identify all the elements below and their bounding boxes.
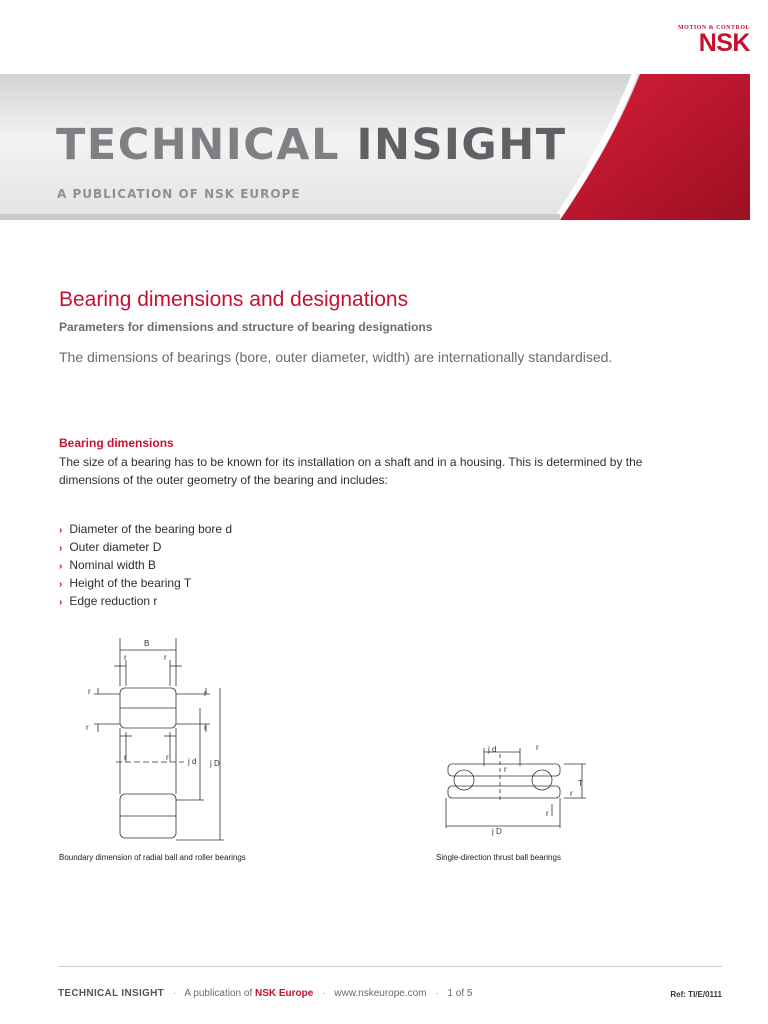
label-jD: j D <box>492 827 502 836</box>
bullet-arrow-icon: › <box>59 579 63 590</box>
label-B: B <box>144 639 150 648</box>
dimension-list <box>59 521 232 611</box>
label-r: r <box>504 765 507 774</box>
section-paragraph: The size of a bearing has to be known for its installation on a shaft and in a housing. This is determined by the dimensions of the outer geometry of the bearing and includes: <box>59 455 643 487</box>
document-ref: Ref: TI/E/0111 <box>670 990 722 999</box>
label-jD: j D <box>210 759 220 768</box>
list-item: › Nominal width B <box>59 558 157 572</box>
label-r: r <box>88 687 91 696</box>
footer-publication: A publication of <box>184 988 255 999</box>
logo-brand: NSK <box>698 29 750 57</box>
footer-brand: NSK Europe <box>255 988 314 999</box>
label-r: r <box>86 723 89 732</box>
label-r: r <box>204 689 207 698</box>
radial-caption: Boundary dimension of radial ball and roller bearings <box>59 853 246 862</box>
label-r: r <box>204 723 207 732</box>
banner-subtitle: A PUBLICATION OF NSK EUROPE <box>57 187 301 201</box>
footer-divider <box>58 966 722 967</box>
list-item: › Outer diameter D <box>59 540 162 554</box>
banner-title: TECHNICAL INSIGHT <box>56 120 567 170</box>
label-r: r <box>546 809 549 818</box>
label-T: T <box>578 779 583 788</box>
article-intro: The dimensions of bearings (bore, outer diameter, width) are internationally standardised. <box>59 349 613 365</box>
radial-bearing-diagram <box>80 636 250 846</box>
thrust-bearing-diagram <box>440 742 590 838</box>
footer-separator: · <box>322 988 326 999</box>
label-r: r <box>570 789 573 798</box>
logo-tagline: MOTION & CONTROL <box>677 25 750 31</box>
footer-separator: · <box>172 988 177 999</box>
nsk-logo <box>660 24 750 57</box>
label-jd: j d <box>488 745 497 754</box>
article-title: Bearing dimensions and designations <box>59 288 409 311</box>
list-item: › Height of the bearing T <box>59 576 192 590</box>
header-banner <box>0 74 750 220</box>
article-subtitle: Parameters for dimensions and structure of bearing designations <box>59 320 433 334</box>
footer-separator: · <box>435 988 439 999</box>
footer <box>58 988 472 999</box>
label-r: r <box>536 743 539 752</box>
label-r: r <box>124 753 127 762</box>
bullet-arrow-icon: › <box>59 561 63 572</box>
bullet-arrow-icon: › <box>59 525 63 536</box>
footer-url-link[interactable]: www.nskeurope.com <box>334 988 427 999</box>
section-heading: Bearing dimensions <box>59 436 174 450</box>
list-item: › Edge reduction r <box>59 594 158 608</box>
bullet-arrow-icon: › <box>59 597 63 608</box>
footer-title: TECHNICAL INSIGHT <box>58 988 165 999</box>
label-r: r <box>166 753 169 762</box>
label-jd: j d <box>188 757 197 766</box>
page-number: 1 of 5 <box>447 988 473 999</box>
thrust-caption: Single-direction thrust ball bearings <box>436 853 561 862</box>
label-r: r <box>124 653 127 662</box>
bullet-arrow-icon: › <box>59 543 63 554</box>
label-r: r <box>164 653 167 662</box>
list-item: › Diameter of the bearing bore d <box>59 522 233 536</box>
